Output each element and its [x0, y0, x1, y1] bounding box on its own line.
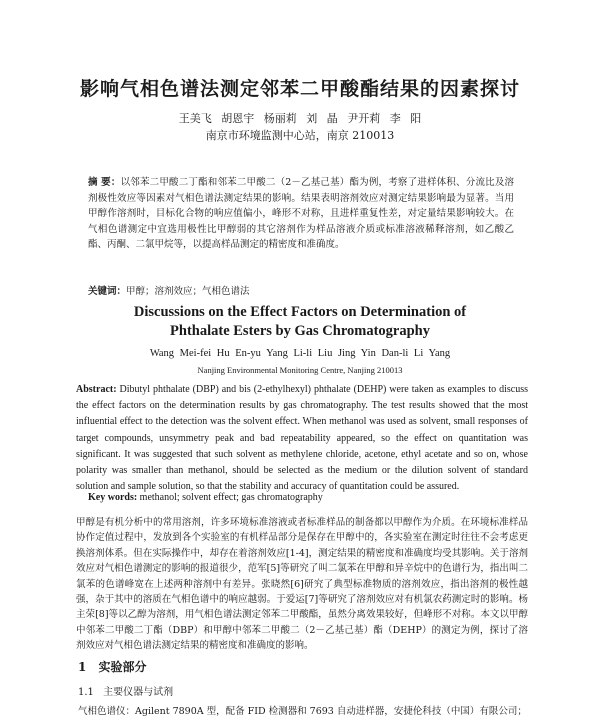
section-heading-1-1: 1.1 主要仪器与试剂 — [78, 687, 174, 698]
abstract-en — [76, 382, 528, 495]
keywords-en-text: methanol; solvent effect; gas chromatography — [139, 492, 323, 503]
paper-title-cn: 影响气相色谱法测定邻苯二甲酸酯结果的因素探讨 — [79, 78, 520, 100]
affiliation-en: Nanjing Environmental Monitoring Centre, Nanjing 210013 — [197, 365, 403, 375]
affiliation-cn: 南京市环境监测中心站，南京 210013 — [205, 129, 395, 142]
authors-en: Wang Mei-fei Hu En-yu Yang Li-li Liu Jing Yin Dan-li Li Yang — [149, 348, 451, 359]
introduction-paragraph: 甲醇是有机分析中的常用溶剂，许多环境标准溶液或者标准样品的制备都以甲醇作为介质。在环境标准样品协作定值过程中，发放到各个实验室的有机样品部分是保存在甲醇中的，各实验室在测定时往往不会考虑更换溶剂体系。但在实际操作中，却存在着溶剂效应[1-4]，测定结果的精密度和准确度均受其影响。关于溶剂效应对气相色谱测定的影响的报道很少，范军[5]等研究了叫二氯苯在甲醇和异辛烷中的色谱行为，指出叫二氯苯的色谱峰宽在上述两种溶剂中有差异。张晓然[6]研究了典型标准物质的溶剂效应，指出溶剂的极性越强，杂于其中的溶质在气相色谱中的响应越弱。于爱运[7]等研究了溶剂效应对有机氯农药测定时的影响。杨主荣[8]等以乙醇为溶剂，用气相色谱法测定邻苯二甲酸酯，虽然分离效果较好，但峰形不对称。本文以甲醇中邻苯二甲酸二丁酯（DBP）和甲醇中邻苯二甲酸二（2－乙基己基）酯（DEHP）的测定为例，探讨了溶剂效应对气相色谱法测定结果的精密度和准确度的影响。 — [76, 517, 528, 652]
equipment-line: 气相色谱仪：Agilent 7890A 型，配备 FID 检测器和 7693 自动进样器，安捷伦科技（中国）有限公司； — [78, 706, 527, 717]
abstract-cn-label: 摘 要： — [88, 177, 121, 188]
abstract-cn-text: 以邻苯二甲酸二丁酯和邻苯二甲酸二（2－乙基己基）酯为例，考察了进样体积、分流比及溶剂极性效应等因素对气相色谱法测定结果的影响。结果表明溶剂效应对测定结果影响最为显著。当用甲醇作溶剂时，目标化合物的响应值偏小，峰形不对称，且进样重复性差，对定量结果影响较大。在气相色谱测定中宜选用极性比甲醇弱的其它溶剂作为样品溶液介质或标准溶液稀释溶剂，如乙酸乙酯、丙酮、二氯甲烷等，以提高样品测定的精密度和准确度。 — [88, 177, 515, 251]
paper-title-en-line1: Discussions on the Effect Factors on Determination of — [133, 304, 467, 320]
keywords-cn-text: 甲醇；溶剂效应；气相色谱法 — [126, 286, 250, 297]
keywords-cn-label: 关键词： — [88, 286, 127, 297]
keywords-cn — [88, 283, 514, 297]
abstract-en-label: Abstract: — [76, 384, 117, 395]
keywords-en — [88, 492, 528, 503]
authors-cn: 王美飞 胡恩宇 杨丽莉 刘 晶 尹开莉 李 阳 — [178, 112, 422, 125]
paper-title-en — [0, 303, 600, 341]
abstract-cn — [88, 175, 514, 253]
abstract-en-text: Dibutyl phthalate (DBP) and bis (2-ethylhexyl) phthalate (DEHP) were taken as examples to discuss the effect factors on the determination results by gas chromatography. The test results showed that the most influential effect to the detection was the solvent effect. When methanol was used as solvent, small responses of target compounds, unsymmetry peak and bad repeatability appeared, so the effect on quantitation was significant. It was suggested that such solvent as methylene chloride, acetone, ethyl acetate and so on, whose polarity was smaller than methanol, should be selected as the medium or the dilution solvent of standard solution and sample solution, so that the stability and accuracy of quantitation could be assured. — [76, 384, 528, 493]
section-heading-1: 1 实验部分 — [78, 660, 147, 674]
keywords-en-label: Key words: — [88, 492, 138, 503]
paper-title-en-line2: Phthalate Esters by Gas Chromatography — [170, 323, 430, 339]
